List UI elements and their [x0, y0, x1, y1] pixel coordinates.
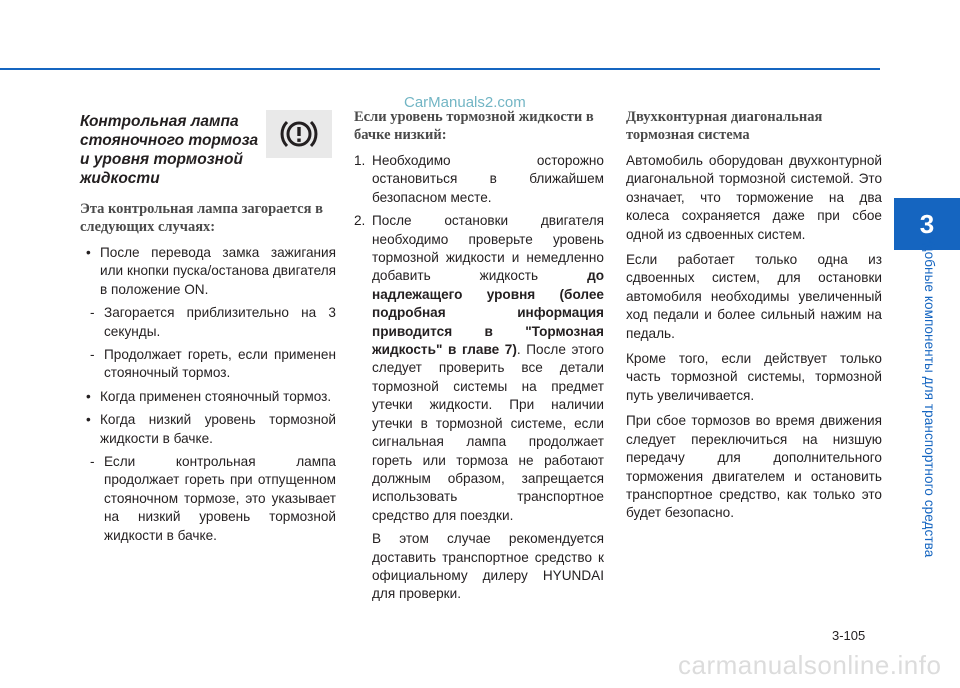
dash-item: - Если контрольная лампа продолжает гореть при отпущенном стояночном тормозе, это указывает на низкий уровень тормозной жидкости в бачке.	[80, 453, 336, 545]
paragraph: Кроме того, если действует только часть тормозной системы, тормозной путь увеличивается.	[626, 351, 882, 403]
dash-item: - Загорается приблизительно на 3 секунды.	[80, 304, 336, 341]
paragraph: В этом случае рекомендуется доставить транспортное средство к официальному дилеру HYUNDAI для проверки.	[372, 531, 604, 602]
watermark-carmanualsonline: carmanualsonline.info	[678, 650, 942, 680]
numbered-item-2	[354, 212, 604, 525]
heading-dual-circuit: Двухконтурная диагональная тормозная система	[626, 109, 823, 143]
item-text: После остановки двигателя необходимо проверьте уровень тормозной жидкости и немедленно добавить жидкость	[372, 213, 604, 284]
chapter-tab	[894, 198, 960, 578]
item-text: Необходимо осторожно остановиться в ближайшем безопасном месте.	[372, 153, 604, 205]
section-title-brake-lamp: Контрольная лампа стояночного тормоза и уровня тормозной жидкости	[80, 113, 259, 187]
bullet-item: • После перевода замка зажигания или кнопки пуска/останова двигателя в положение ON.	[80, 244, 336, 299]
paragraph: Автомобиль оборудован двухконтурной диагональной тормозной системой. Это означает, что торможение на два колеса сохраняется даже при сбое одной из сдвоенных систем.	[626, 153, 882, 242]
heading-low-fluid: Если уровень тормозной жидкости в бачке низкий:	[354, 109, 594, 143]
paragraph: Если работает только одна из сдвоенных систем, для остановки автомобиля необходимы увеличенный ход педали и более сильный нажим на педаль.	[626, 252, 882, 341]
bullet-item: • Когда низкий уровень тормозной жидкости в бачке.	[80, 411, 336, 448]
column-1	[80, 106, 336, 550]
header-rule	[0, 68, 880, 70]
column-2	[354, 106, 604, 611]
page-number: 3-105	[832, 628, 866, 643]
dash-item: - Продолжает гореть, если применен стояночный тормоз.	[80, 346, 336, 383]
item-text-bold: до надлежащего уровня (более подробная информация приводится в "Тормозная жидкость" в главе 7)	[372, 268, 604, 358]
paragraph: При сбое тормозов во время движения следует переключиться на низшую передачу для дополнительного торможения двигателем и остановить транспортное средство, как только это будет безопасно.	[626, 413, 882, 521]
subheading-lamp-conditions: Эта контрольная лампа загорается в следующих случаях:	[80, 201, 323, 235]
numbered-item-1	[354, 152, 604, 207]
item-text: . После этого следует проверить все детали тормозной системы на предмет утечки жидкости. При наличии утечки в тормозной системе, если сигнальная лампа продолжает гореть или тормоза не работают должным образом, запрещается использовать транспортное средство для поездки.	[372, 342, 604, 523]
item-number: 2.	[354, 213, 366, 229]
bullet-item: • Когда применен стояночный тормоз.	[80, 388, 336, 406]
watermark-carmanuals: CarManuals2.com	[404, 94, 526, 111]
column-3	[626, 106, 882, 530]
item-number: 1.	[354, 153, 366, 168]
chapter-number: 3	[894, 198, 960, 250]
chapter-title: Удобные компоненты для транспортного средства	[922, 236, 937, 558]
